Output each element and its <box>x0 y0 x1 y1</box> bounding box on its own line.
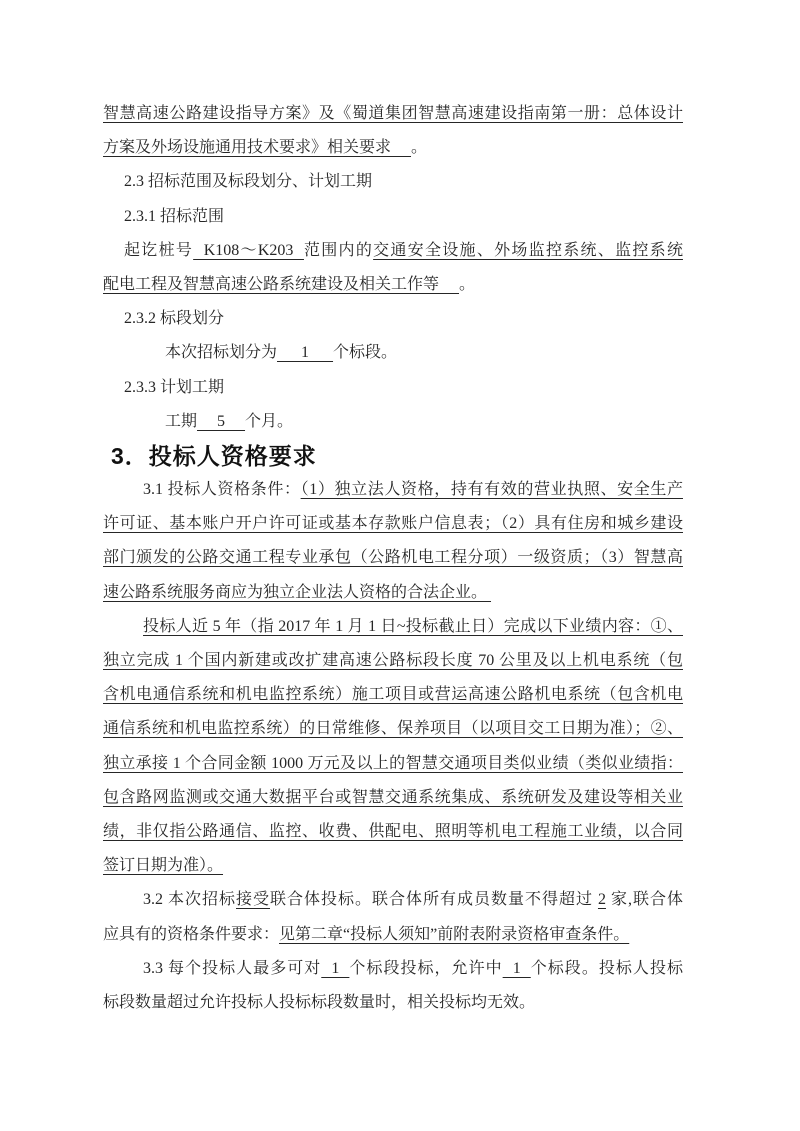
underlined-text: 绩，非仅指公路通信、监控、收费、供配电、照明等机电工程施工业绩，以合同 <box>103 822 683 840</box>
underlined-text: 1 <box>502 959 531 977</box>
underlined-text: 包含路网监测或交通大数据平台或智慧交通系统集成、系统研发及建设等相关业 <box>103 788 683 806</box>
text-segment: 起讫桩号 <box>124 241 194 259</box>
underlined-text: 投标人近 5 年（指 2017 年 1 月 1 日~投标截止日）完成以下业绩内容：①、 <box>143 617 683 635</box>
text-segment: 3.3 每个投标人最多可对 <box>143 959 322 977</box>
underlined-text: 部门颁发的公路交通工程专业承包（公路机电工程分项）一级资质；（3）智慧高 <box>103 549 683 567</box>
document-body <box>103 97 683 1020</box>
doc-line <box>103 507 683 541</box>
text-segment: 个标段。 <box>333 344 398 362</box>
section-heading <box>103 439 683 473</box>
doc-line <box>103 576 683 610</box>
doc-line <box>103 541 683 575</box>
underlined-text: 5 <box>197 412 246 430</box>
text-segment: 标段数量超过允许投标人投标标段数量时，相关投标均无效。 <box>103 993 536 1011</box>
doc-line <box>103 952 683 986</box>
doc-line <box>103 883 683 917</box>
underlined-text: 1 <box>277 344 334 362</box>
doc-line <box>103 986 683 1020</box>
underlined-text: 签订日期为准）。 <box>103 857 224 875</box>
underlined-text: 速公路系统服务商应为独立企业法人资格的合法企业。 <box>103 583 492 601</box>
doc-line <box>103 610 683 644</box>
doc-line <box>103 747 683 781</box>
text-segment: 。 <box>411 139 428 157</box>
text-segment: 2.3.1 招标范围 <box>124 207 225 225</box>
doc-line <box>103 371 683 405</box>
underlined-text: 2 <box>597 891 606 909</box>
doc-line <box>103 302 683 336</box>
doc-line <box>103 815 683 849</box>
underlined-text: 接受 <box>236 891 270 909</box>
underlined-text: 见第二章“投标人须知”前附表附录资格审查条件。 <box>279 925 630 943</box>
text-segment: 本次招标划分为 <box>165 344 278 362</box>
text-segment: 个标段。投标人投标 <box>530 959 683 977</box>
doc-line <box>103 268 683 302</box>
underlined-text: 许可证、基本账户开户许可证或基本存款账户信息表；（2）具有住房和城乡建设 <box>103 515 683 533</box>
text-segment: 3.2 本次招标 <box>143 891 236 909</box>
underlined-text: K108～K203 <box>193 241 304 259</box>
doc-line <box>103 712 683 746</box>
doc-line <box>103 234 683 268</box>
doc-line <box>103 131 683 165</box>
underlined-text: 含机电通信系统和机电监控系统）施工项目或营运高速公路机电系统（包含机电 <box>103 686 683 704</box>
doc-line <box>103 918 683 952</box>
doc-line <box>103 336 683 370</box>
text-segment: 家,联合体 <box>605 891 683 909</box>
underlined-text: 方案及外场设施通用技术要求》相关要求 <box>103 139 412 157</box>
text-segment: 个标段投标，允许中 <box>349 959 503 977</box>
text-segment: 。 <box>459 275 476 293</box>
underlined-text: 独立完成 1 个国内新建或改扩建高速公路标段长度 70 公里及以上机电系统（包 <box>103 652 683 669</box>
underlined-text: 1 <box>321 959 350 977</box>
doc-line <box>103 200 683 234</box>
doc-line <box>103 473 683 507</box>
text-segment: 3．投标人资格要求 <box>111 442 317 469</box>
text-segment: 联合体投标。联合体所有成员数量不得超过 <box>270 891 598 909</box>
doc-line <box>103 165 683 199</box>
text-segment: 个月。 <box>245 412 294 430</box>
underlined-text: 独立承接 1 个合同金额 1000 万元及以上的智慧交通项目类似业绩（类似业绩指： <box>103 754 683 772</box>
underlined-text: 配电工程及智慧高速公路系统建设及相关工作等 <box>103 275 460 293</box>
underlined-text: 交通安全设施、外场监控系统、监控系统 <box>373 241 683 259</box>
doc-line <box>103 678 683 712</box>
text-segment: 2.3.2 标段划分 <box>124 310 225 328</box>
doc-line <box>103 849 683 883</box>
underlined-text: （1）独立法人资格，持有有效的营业执照、安全生产 <box>300 481 683 499</box>
text-segment: 2.3 招标范围及标段划分、计划工期 <box>124 173 373 191</box>
text-segment: 2.3.3 计划工期 <box>124 378 225 396</box>
underlined-text: 智慧高速公路建设指导方案》及《蜀道集团智慧高速建设指南第一册：总体设计 <box>103 105 683 122</box>
text-segment: 应具有的资格条件要求： <box>103 925 280 943</box>
text-segment: 3.1 投标人资格条件： <box>143 481 301 499</box>
doc-line <box>103 405 683 439</box>
doc-line <box>103 97 683 131</box>
text-segment: 范围内的 <box>303 241 374 259</box>
text-segment: 工期 <box>165 412 198 430</box>
doc-line <box>103 644 683 678</box>
underlined-text: 通信系统和机电监控系统）的日常维修、保养项目（以项目交工日期为准）；②、 <box>103 720 683 738</box>
doc-line <box>103 781 683 815</box>
